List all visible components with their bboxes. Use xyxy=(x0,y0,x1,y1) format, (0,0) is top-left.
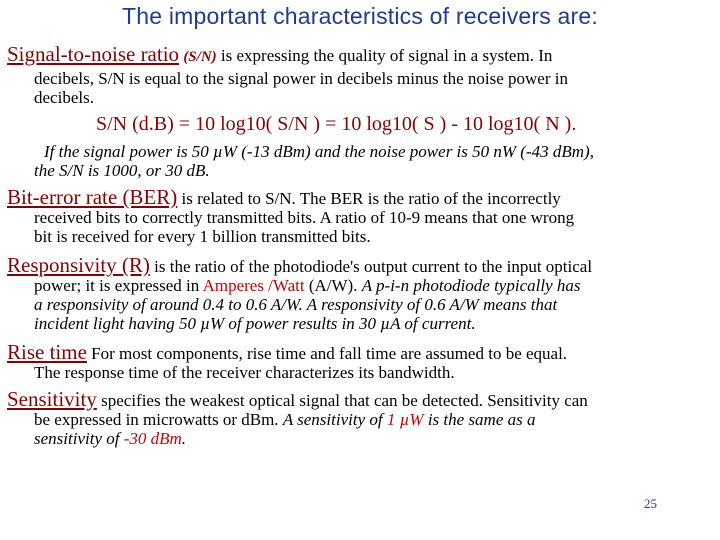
rise-time-line-1 xyxy=(7,340,567,365)
snr-text-1: is expressing the quality of signal in a system. In xyxy=(216,46,553,65)
sensitivity-text-3a: sensitivity of xyxy=(34,429,124,448)
snr-line-1 xyxy=(7,42,552,67)
rise-time-text-2: The response time of the receiver characterizes its bandwidth. xyxy=(34,363,455,382)
responsivity-line-2 xyxy=(34,276,580,296)
snr-abbreviation: (S/N) xyxy=(183,49,217,65)
slide-title: The important characteristics of receivers are: xyxy=(122,3,598,29)
ber-text-1: is related to S/N. The BER is the ratio of the incorrectly xyxy=(177,189,561,208)
snr-text-2: decibels, S/N is equal to the signal power in decibels minus the noise power in xyxy=(34,69,568,88)
sensitivity-line-1 xyxy=(7,387,588,412)
rise-time-text-1: For most components, rise time and fall time are assumed to be equal. xyxy=(86,344,568,363)
ber-heading: Bit-error rate (BER) xyxy=(7,185,178,209)
ber-text-3: bit is received for every 1 billion transmitted bits. xyxy=(34,227,371,246)
ber-text-2: received bits to correctly transmitted bits. A ratio of 10-9 means that one wrong xyxy=(34,208,575,227)
responsivity-example-3: incident light having 50 µW of power results in 30 µA of current. xyxy=(34,314,476,333)
responsivity-example-1: A p-i-n photodiode typically has xyxy=(361,276,581,295)
snr-example-2: the S/N is 1000, or 30 dB. xyxy=(34,161,210,180)
sensitivity-heading: Sensitivity xyxy=(7,387,97,411)
responsivity-text-2b: (A/W). xyxy=(304,276,362,295)
sensitivity-text-2a: be expressed in microwatts or dBm. xyxy=(34,410,283,429)
snr-heading: Signal-to-noise ratio xyxy=(7,42,180,66)
sensitivity-line-3 xyxy=(34,429,186,449)
responsivity-heading: Responsivity (R) xyxy=(7,253,150,277)
sensitivity-text-3b: . xyxy=(181,429,187,448)
snr-formula: S/N (d.B) = 10 log10( S/N ) = 10 log10( S ) - 10 log10( N ). xyxy=(96,113,577,135)
responsivity-text-1: is the ratio of the photodiode's output current to the input optical xyxy=(149,257,593,276)
sensitivity-value-dbm: -30 dBm xyxy=(123,429,182,448)
sensitivity-value-uw: 1 µW xyxy=(386,410,424,429)
sensitivity-text-1: specifies the weakest optical signal that can be detected. Sensitivity can xyxy=(96,391,588,410)
responsivity-unit-highlight: Amperes /Watt xyxy=(202,276,305,295)
rise-time-heading: Rise time xyxy=(7,340,87,364)
ber-line-1 xyxy=(7,185,561,210)
sensitivity-example-a: A sensitivity of xyxy=(282,410,387,429)
responsivity-line-1 xyxy=(7,253,592,278)
responsivity-text-2a: power; it is expressed in xyxy=(34,276,203,295)
sensitivity-example-b: is the same as a xyxy=(423,410,536,429)
page-number: 25 xyxy=(644,496,657,511)
snr-text-3: decibels. xyxy=(34,88,94,107)
sensitivity-line-2 xyxy=(34,410,536,430)
responsivity-example-2: a responsivity of around 0.4 to 0.6 A/W. A responsivity of 0.6 A/W means that xyxy=(34,295,558,314)
snr-example-1: If the signal power is 50 µW (-13 dBm) and the noise power is 50 nW (-43 dBm), xyxy=(44,142,594,161)
